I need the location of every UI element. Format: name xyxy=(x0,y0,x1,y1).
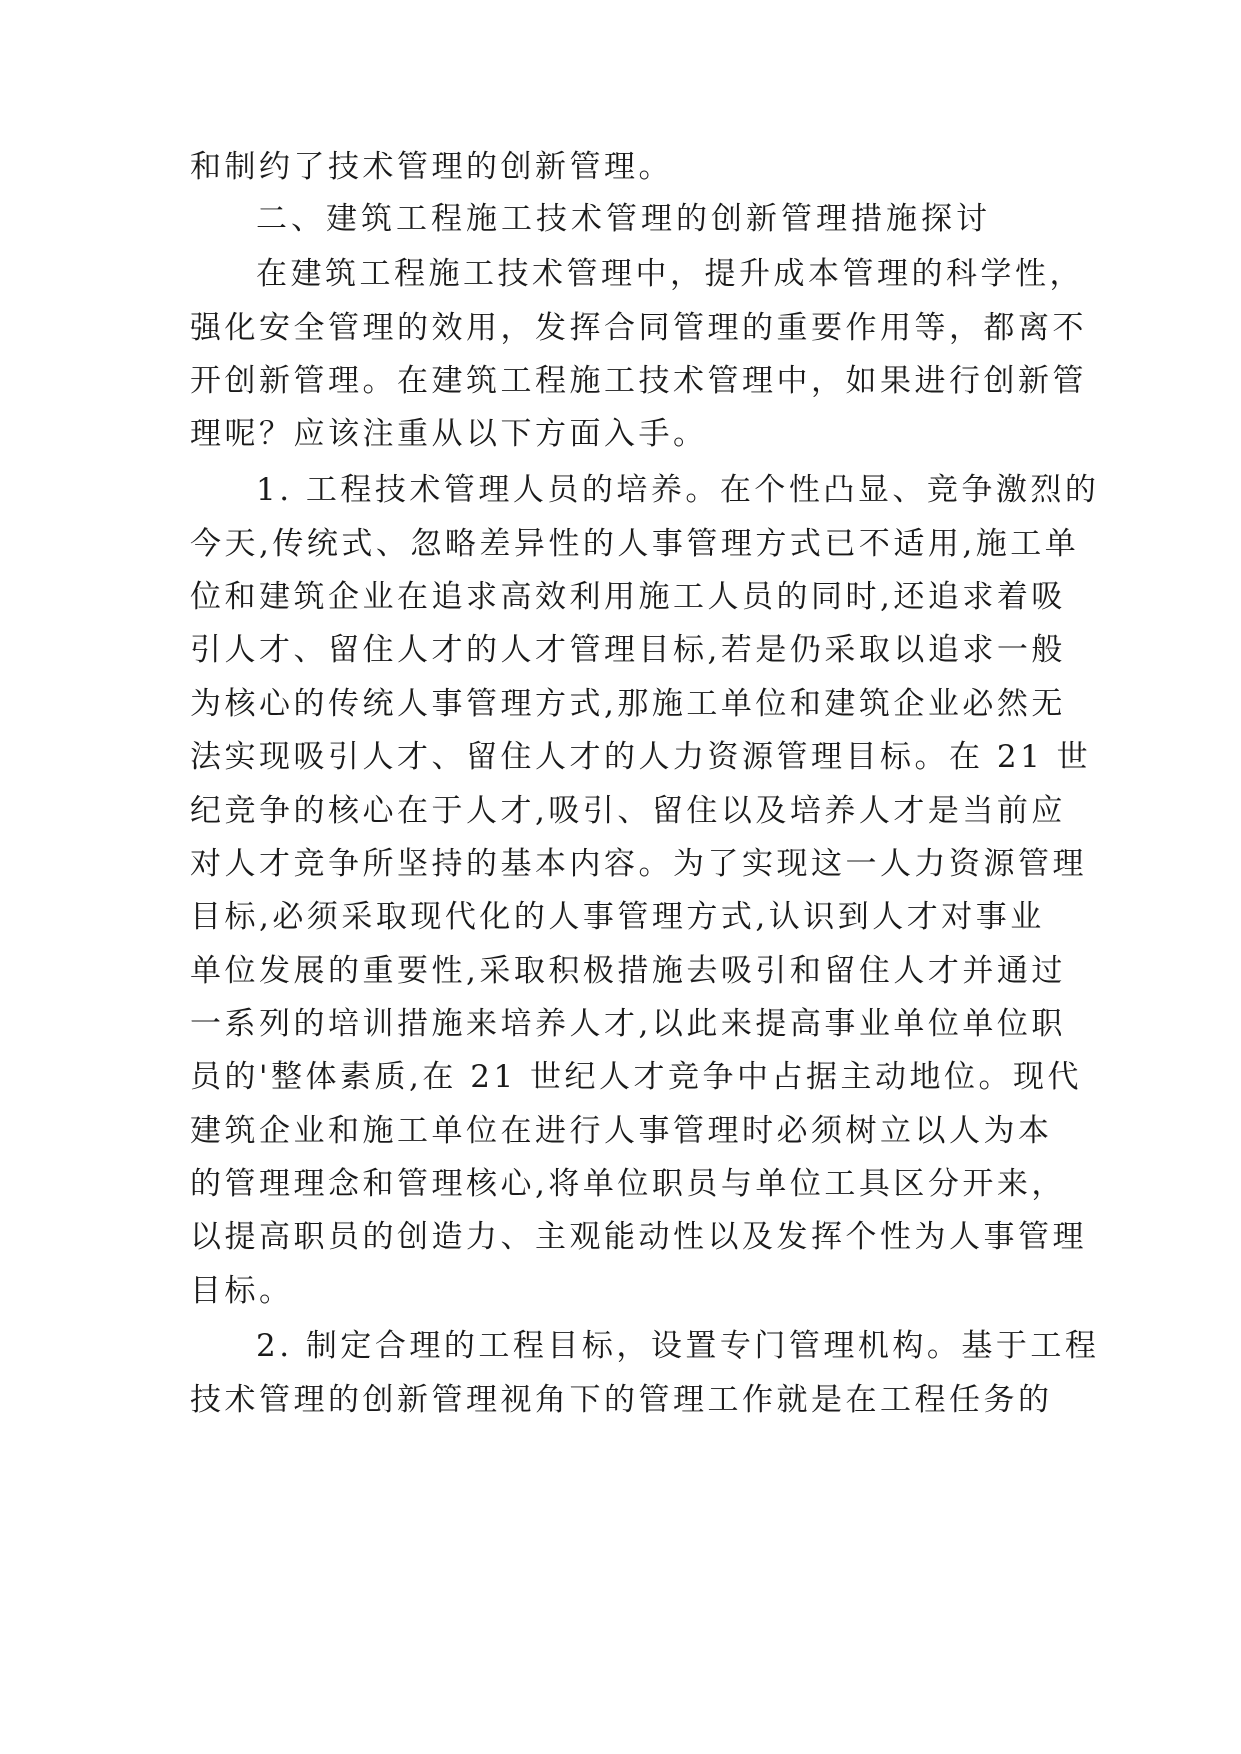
text-line: 员的'整体素质,在 21 世纪人才竞争中占据主动地位。现代 xyxy=(190,1059,1083,1095)
text-line: 强化安全管理的效用，发挥合同管理的重要作用等，都离不 xyxy=(190,310,1087,346)
text-line: 在建筑工程施工技术管理中，提升成本管理的科学性， xyxy=(256,256,1084,292)
text-line: 1. 工程技术管理人员的培养。在个性凸显、竞争激烈的 xyxy=(256,472,1100,508)
text-line: 单位发展的重要性,采取积极措施去吸引和留住人才并通过 xyxy=(190,953,1066,989)
section-heading: 二、建筑工程施工技术管理的创新管理措施探讨 xyxy=(256,201,991,237)
text-line: 为核心的传统人事管理方式,那施工单位和建筑企业必然无 xyxy=(190,686,1066,722)
text-line: 纪竞争的核心在于人才,吸引、留住以及培养人才是当前应 xyxy=(190,793,1066,829)
text-line: 引人才、留住人才的人才管理目标,若是仍采取以追求一般 xyxy=(190,632,1066,668)
text-line: 法实现吸引人才、留住人才的人力资源管理目标。在 21 世 xyxy=(190,739,1092,775)
text-line: 技术管理的创新管理视角下的管理工作就是在工程任务的 xyxy=(190,1382,1053,1418)
text-line: 对人才竞争所坚持的基本内容。为了实现这一人力资源管理 xyxy=(190,846,1087,882)
text-line: 理呢？应该注重从以下方面入手。 xyxy=(190,416,708,452)
text-line: 2. 制定合理的工程目标，设置专门管理机构。基于工程 xyxy=(256,1328,1100,1364)
text-line: 建筑企业和施工单位在进行人事管理时必须树立以人为本 xyxy=(190,1113,1053,1149)
text-line: 和制约了技术管理的创新管理。 xyxy=(190,149,673,185)
text-line: 的管理理念和管理核心,将单位职员与单位工具区分开来， xyxy=(190,1166,1066,1202)
text-line: 以提高职员的创造力、主观能动性以及发挥个性为人事管理 xyxy=(190,1219,1087,1255)
text-line: 位和建筑企业在追求高效利用施工人员的同时,还追求着吸 xyxy=(190,579,1066,615)
text-line: 目标,必须采取现代化的人事管理方式,认识到人才对事业 xyxy=(190,899,1045,935)
text-line: 今天,传统式、忽略差异性的人事管理方式已不适用,施工单 xyxy=(190,526,1080,562)
text-line: 目标。 xyxy=(190,1273,294,1309)
text-line: 开创新管理。在建筑工程施工技术管理中，如果进行创新管 xyxy=(190,363,1087,399)
text-line: 一系列的培训措施来培养人才,以此来提高事业单位单位职 xyxy=(190,1006,1066,1042)
